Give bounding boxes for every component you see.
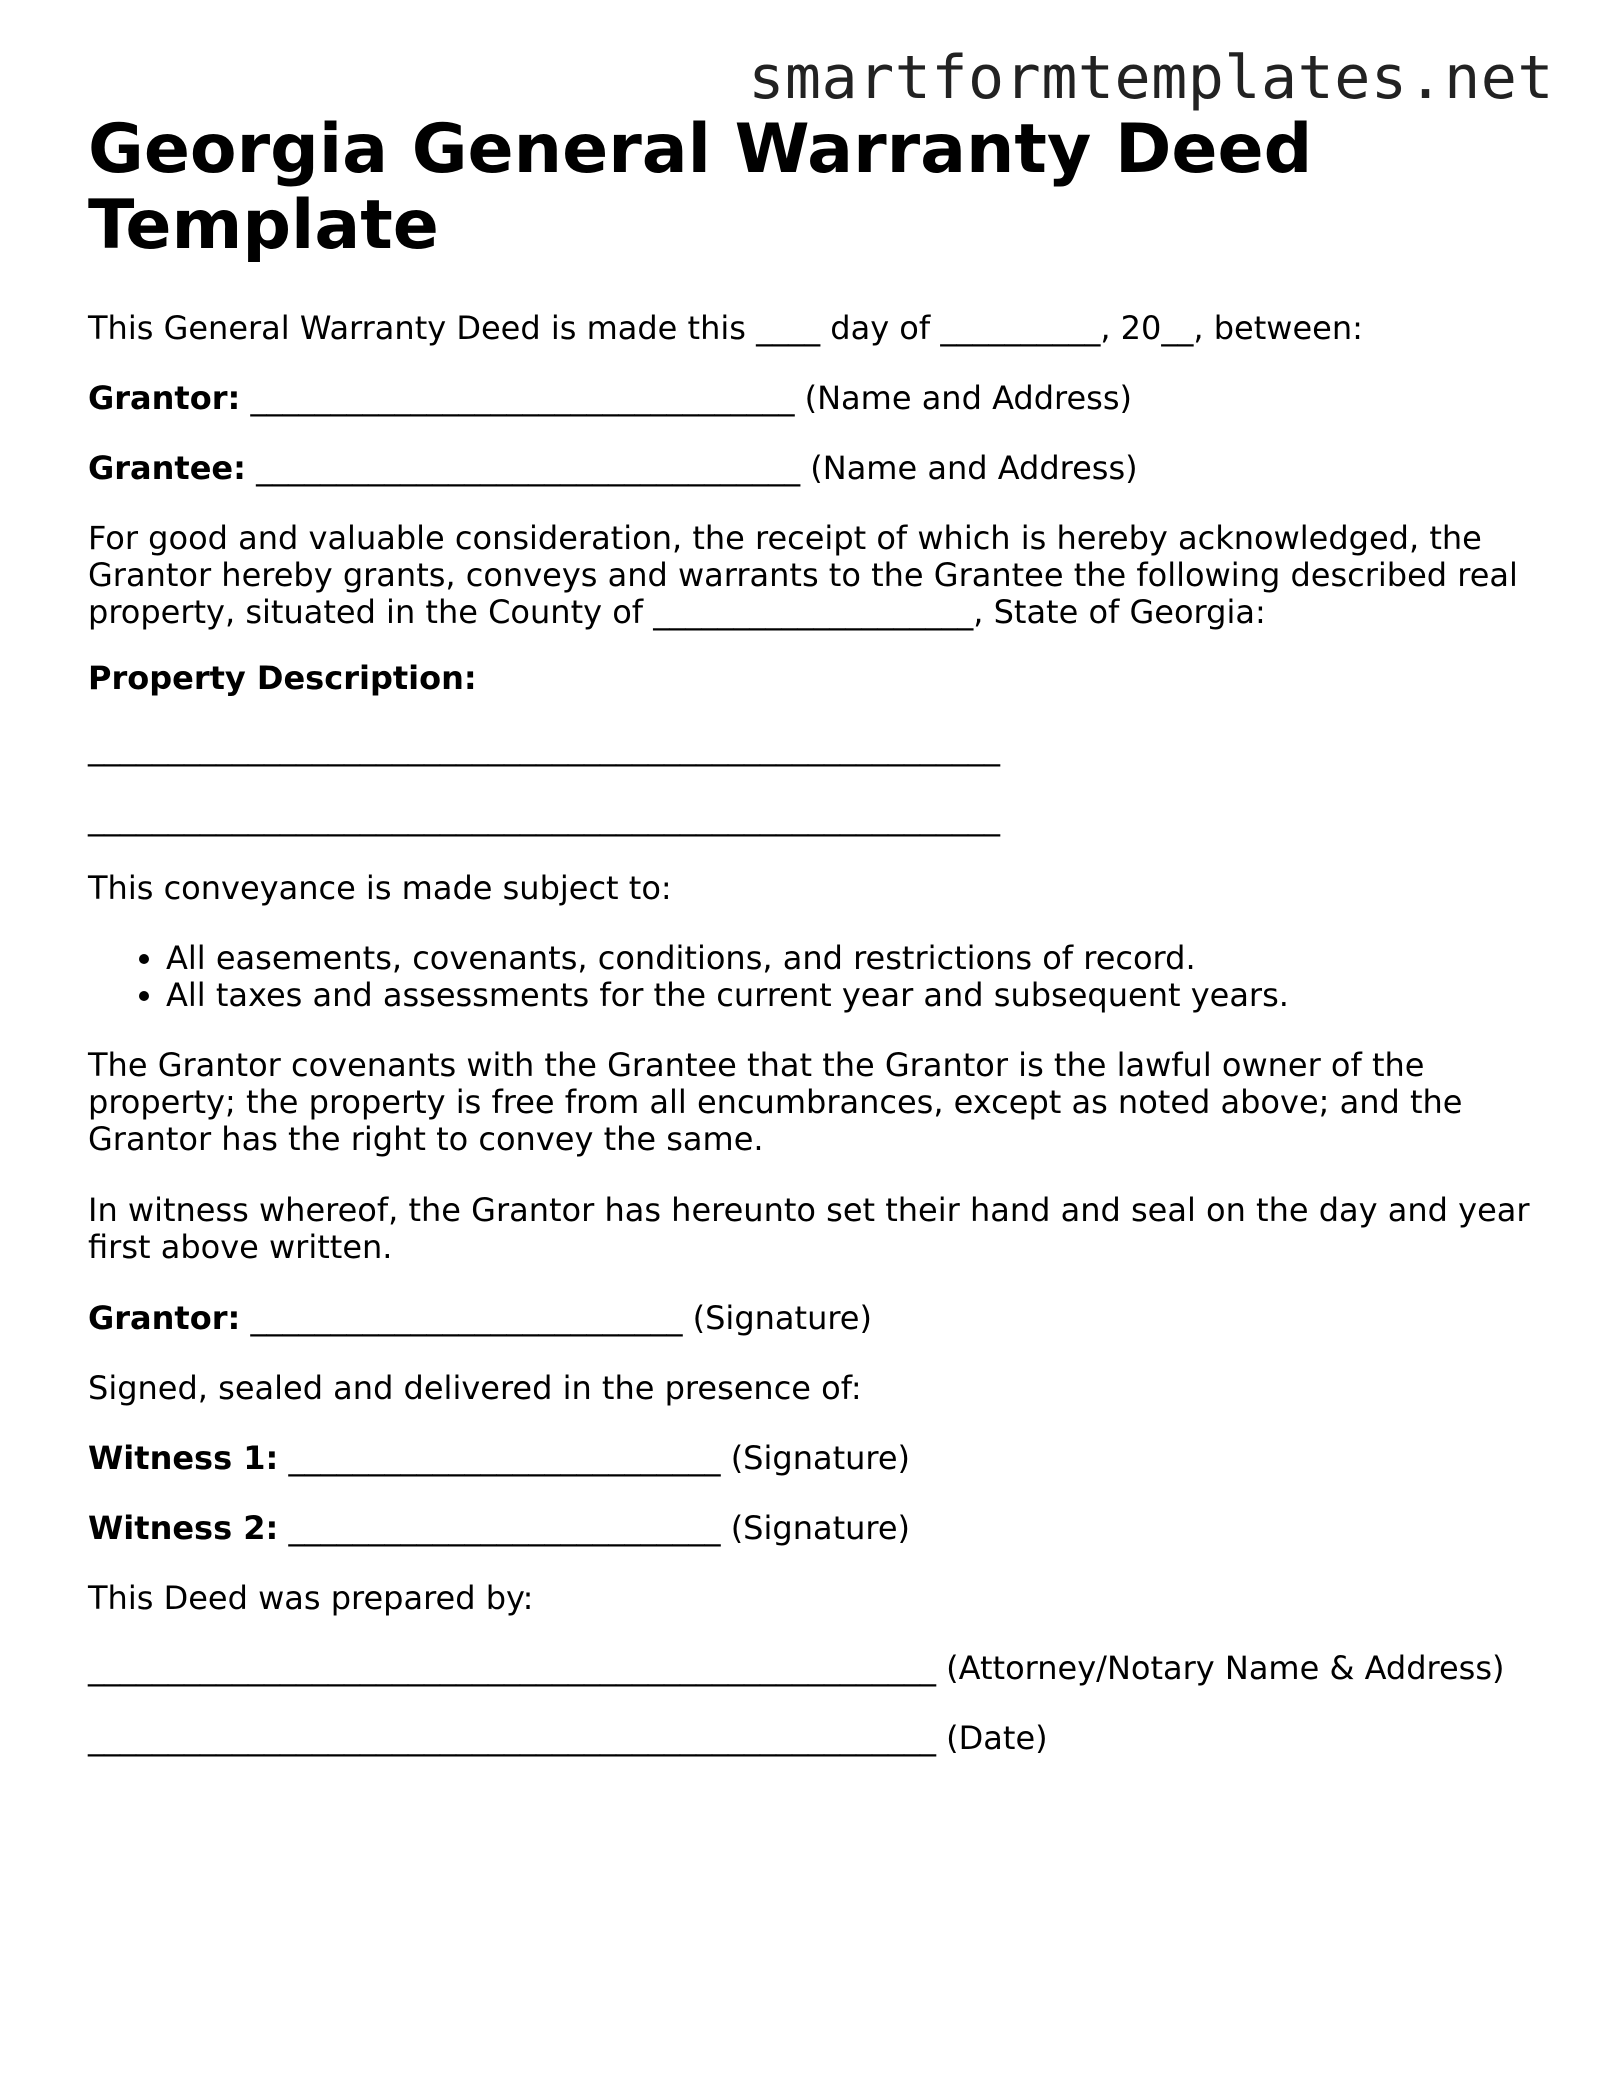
grantee-name-field[interactable]: __________________________________ (Name and Address) xyxy=(245,449,1138,487)
document xyxy=(88,110,1548,1757)
title-line-2: Template xyxy=(88,186,439,265)
property-description-line[interactable]: _________________________________________________________ xyxy=(88,729,1000,767)
witness-2-line xyxy=(88,1510,1548,1547)
grantor-party-line xyxy=(88,380,1548,417)
witness-2-signature-field[interactable]: ___________________________ (Signature) xyxy=(278,1509,911,1547)
witness-2-label: Witness 2: xyxy=(88,1509,279,1547)
covenants-line: Grantor has the right to convey the same. xyxy=(88,1120,764,1158)
grantee-party-line xyxy=(88,450,1548,487)
grantor-name-field[interactable]: __________________________________ (Name and Address) xyxy=(240,379,1132,417)
witness-whereof-paragraph xyxy=(88,1192,1548,1266)
consideration-paragraph xyxy=(88,520,1548,631)
covenants-line: property; the property is free from all encumbrances, except as noted above; and the xyxy=(88,1083,1463,1121)
witness-1-signature-field[interactable]: ___________________________ (Signature) xyxy=(278,1439,911,1477)
subject-to-heading: This conveyance is made subject to: xyxy=(88,869,672,907)
preparer-field[interactable]: _____________________________________________________ (Attorney/Notary Name & Address) xyxy=(88,1649,1505,1687)
consideration-line[interactable]: property, situated in the County of ____________________, State of Georgia: xyxy=(88,593,1266,631)
page-title xyxy=(88,112,1548,264)
prepared-by-heading: This Deed was prepared by: xyxy=(88,1579,534,1617)
grantor-signature-label: Grantor: xyxy=(88,1299,241,1337)
consideration-line: Grantor hereby grants, conveys and warrants to the Grantee the following described real xyxy=(88,556,1518,594)
grantee-label: Grantee: xyxy=(88,449,246,487)
covenants-line: The Grantor covenants with the Grantee that the Grantor is the lawful owner of the xyxy=(88,1046,1425,1084)
grantor-signature-field[interactable]: ___________________________ (Signature) xyxy=(240,1299,872,1337)
title-line-1: Georgia General Warranty Deed xyxy=(88,110,1313,189)
witness-1-label: Witness 1: xyxy=(88,1439,279,1477)
list-item: • All taxes and assessments for the current year and subsequent years. xyxy=(166,977,1612,1014)
witness-1-line xyxy=(88,1440,1548,1477)
witness-whereof-line: In witness whereof, the Grantor has hereunto set their hand and seal on the day and year xyxy=(88,1191,1530,1229)
date-field[interactable]: _____________________________________________________ (Date) xyxy=(88,1719,1048,1757)
grantor-label: Grantor: xyxy=(88,379,241,417)
witness-whereof-line: first above written. xyxy=(88,1228,393,1266)
intro-paragraph: This General Warranty Deed is made this ____ day of __________, 20__, between: xyxy=(88,309,1363,347)
covenants-paragraph xyxy=(88,1047,1548,1158)
presence-statement: Signed, sealed and delivered in the presence of: xyxy=(88,1369,862,1407)
watermark: smartformtemplates.net xyxy=(748,43,1554,113)
grantor-signature-line xyxy=(88,1300,1548,1337)
consideration-line: For good and valuable consideration, the receipt of which is hereby acknowledged, the xyxy=(88,519,1482,557)
property-description-label: Property Description: xyxy=(88,659,477,697)
list-item: • All easements, covenants, conditions, and restrictions of record. xyxy=(166,940,1612,977)
property-description-line[interactable]: _________________________________________________________ xyxy=(88,799,1000,837)
exceptions-list xyxy=(88,940,1612,1014)
